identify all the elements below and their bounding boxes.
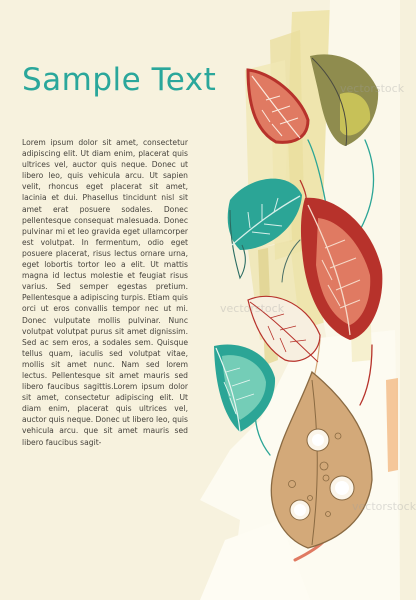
body-text: Lorem ipsum dolor sit amet, consectetur adipiscing elit. Ut diam enim, placerat quis ultrices vel, auctor quis neque. Donec ut libero leo, quis vehicula arcu. Ut sapien velit, rhoncus eget placerat sit amet, lacinia et dui. Phasellus tincidunt nisl sit amet erat posuere sodales. Donec pellentesque consequat malesuada. Donec pulvinar mi et leo gravida eget ullamcorper est volutpat. In fermentum, odio eget posuere placerat, risus lectus ornare urna, eget lobortis tortor leo a elit. Ut mattis magna id lectus molestie et feugiat risus varius. Sed semper egestas pretium. Pellentesque a adipiscing turpis. Etiam quis orci ut eros convallis tempor nec ut mi. Donec vulputate mollis pulvinar. Nunc volutpat volutpat purus sit amet dignissim. Sed ac sem eros, a sodales sem. Quisque tellus quam, iaculis sed volutpat vitae, mollis sit amet nunc. Nam sed lorem lectus. Pellentesque sit amet mauris sed libero faucibus sagittis.Lorem ipsum dolor sit amet, consectetur adipiscing elit. Ut diam enim, placerat quis ultrices vel, auctor quis neque. Donec ut libero leo, quis vehicula arcu. que sit amet mauris sed libero faucibus sagit- (22, 138, 188, 447)
watermark-middle: vectorstock (220, 302, 285, 315)
watermark-bottom: vectorstock (352, 500, 416, 513)
watermark-top: vectorstock (340, 82, 405, 95)
page-title: Sample Text (22, 62, 217, 98)
